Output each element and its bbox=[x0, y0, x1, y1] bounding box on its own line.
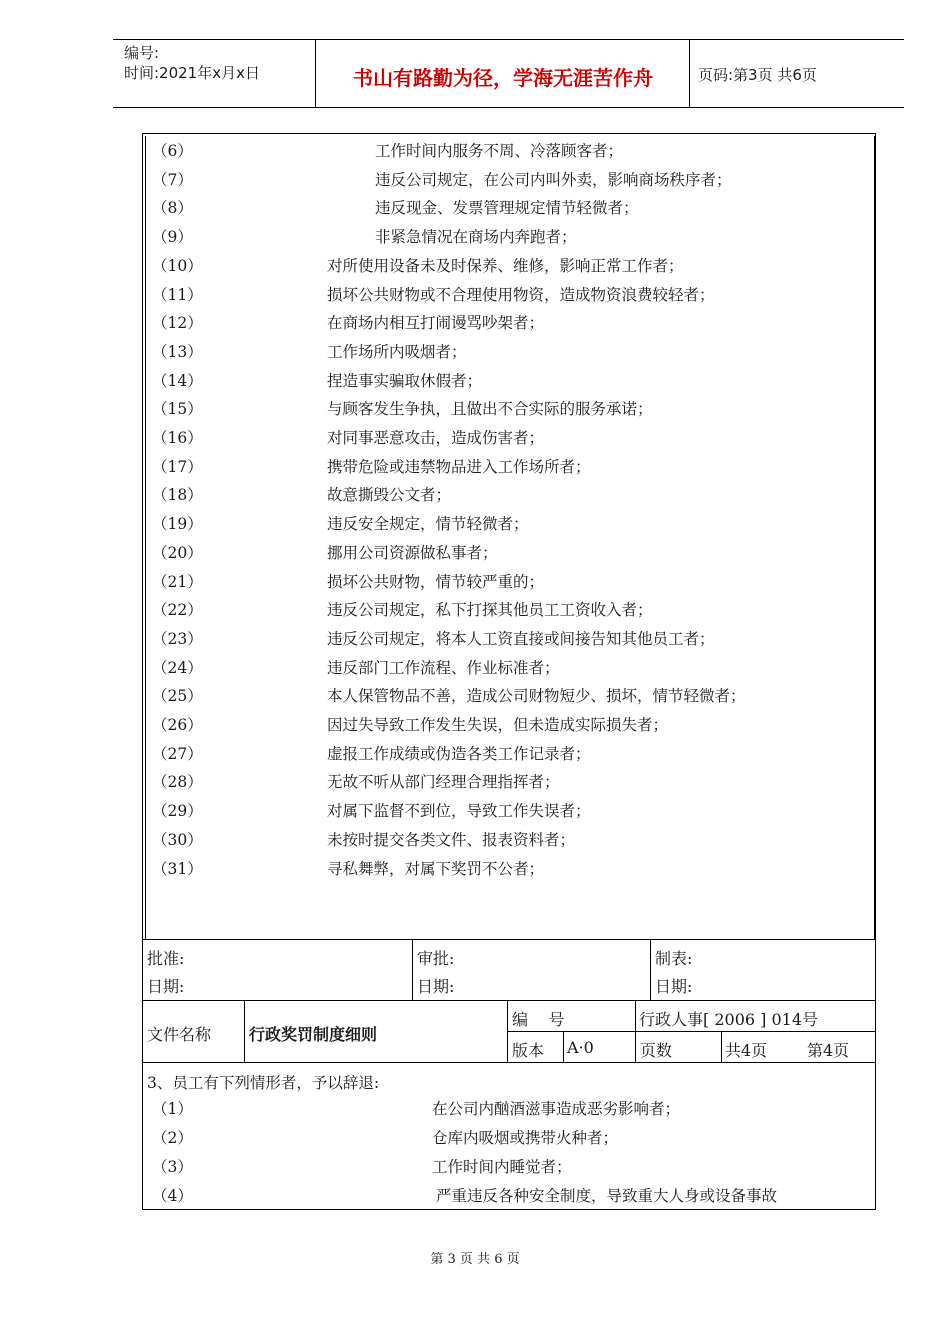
list-item-number: （16） bbox=[152, 429, 203, 447]
list-item-text: 寻私舞弊，对属下奖罚不公者； bbox=[327, 859, 545, 878]
list-item-text: 工作时间内服务不周、冷落顾客者； bbox=[375, 142, 624, 160]
list-item-number: （23） bbox=[152, 629, 203, 648]
list-item-number: （12） bbox=[152, 314, 203, 333]
pages-label: 页数 bbox=[640, 1041, 673, 1060]
list-item-text: 在商场内相互打闹谩骂吵架者； bbox=[327, 314, 545, 333]
list-item-number: （14） bbox=[152, 371, 203, 390]
docinfo-divider-1 bbox=[244, 1000, 245, 1062]
docinfo-bottom-rule bbox=[142, 1062, 876, 1063]
dismissal-item-text: 工作时间内睡觉者； bbox=[432, 1158, 572, 1176]
prepare-label: 制表: bbox=[655, 949, 693, 968]
approve-label: 批准: bbox=[147, 949, 185, 968]
header-divider-right bbox=[689, 39, 690, 107]
list-item-text: 违反公司规定，在公司内叫外卖，影响商场秩序者； bbox=[375, 170, 732, 189]
list-item-number: （10） bbox=[152, 256, 203, 275]
docinfo-top-rule bbox=[142, 1000, 876, 1001]
list-item-number: （7） bbox=[152, 170, 193, 189]
list-item-number: （30） bbox=[152, 830, 203, 849]
list-item-number: （19） bbox=[152, 515, 203, 534]
header-time-label: 时间:2021年x月x日 bbox=[124, 64, 260, 82]
list-item-text: 虚报工作成绩或伪造各类工作记录者； bbox=[327, 744, 591, 763]
list-item-text: 对同事恶意攻击，造成伤害者； bbox=[327, 429, 545, 447]
list-item-number: （20） bbox=[152, 543, 203, 562]
section3-heading: 3、员工有下列情形者，予以辞退: bbox=[147, 1074, 380, 1092]
approval-divider-1 bbox=[412, 939, 413, 1000]
dismissal-item-number: （4） bbox=[152, 1187, 193, 1205]
list-item-text: 挪用公司资源做私事者； bbox=[327, 543, 498, 562]
review-date-label: 日期: bbox=[417, 977, 455, 996]
dismissal-item-number: （2） bbox=[152, 1129, 193, 1147]
list-item-text: 本人保管物品不善，造成公司财物短少、损坏，情节轻微者； bbox=[327, 687, 746, 706]
file-name-label: 文件名称 bbox=[147, 1025, 212, 1044]
number-value: 行政人事[ 2006 ] 014号 bbox=[639, 1010, 819, 1029]
number-label: 编 号 bbox=[512, 1010, 565, 1029]
list-item-text: 损坏公共财物或不合理使用物资，造成物资浪费较轻者； bbox=[327, 285, 715, 304]
list-item-number: （24） bbox=[152, 658, 203, 677]
list-item-text: 非紧急情况在商场内奔跑者； bbox=[375, 228, 577, 247]
list-item-text: 违反现金、发票管理规定情节轻微者； bbox=[375, 199, 639, 218]
approval-top-rule bbox=[142, 939, 876, 940]
header-bottom-rule bbox=[113, 107, 904, 108]
file-name-value: 行政奖罚制度细则 bbox=[249, 1025, 378, 1044]
list-item-number: （29） bbox=[152, 802, 203, 821]
list-item-text: 工作场所内吸烟者； bbox=[327, 342, 467, 361]
list-item-text: 捏造事实骗取休假者； bbox=[327, 371, 483, 390]
version-label: 版本 bbox=[512, 1041, 545, 1060]
list-item-text: 未按时提交各类文件、报表资料者； bbox=[327, 830, 576, 849]
docinfo-divider-5 bbox=[721, 1031, 722, 1062]
dismissal-item-text: 严重违反各种安全制度，导致重大人身或设备事故 bbox=[436, 1187, 778, 1205]
approve-date-label: 日期: bbox=[147, 977, 185, 996]
header-page-info: 页码:第3页 共6页 bbox=[698, 66, 817, 84]
list-item-text: 无故不听从部门经理合理指挥者； bbox=[327, 773, 560, 792]
dismissal-item-text: 仓库内吸烟或携带火种者； bbox=[432, 1129, 619, 1147]
list-item-number: （18） bbox=[152, 486, 203, 505]
list-item-number: （27） bbox=[152, 744, 203, 763]
list-item-number: （11） bbox=[152, 285, 203, 304]
docinfo-divider-2 bbox=[507, 1000, 508, 1062]
list-item-number: （15） bbox=[152, 400, 203, 419]
header-top-rule bbox=[113, 39, 904, 40]
list-item-text: 对所使用设备未及时保养、维修，影响正常工作者； bbox=[327, 256, 684, 275]
list-item-number: （31） bbox=[152, 859, 203, 878]
list-item-text: 违反部门工作流程、作业标准者； bbox=[327, 658, 560, 677]
list-item-text: 违反公司规定，私下打探其他员工工资收入者； bbox=[327, 601, 653, 620]
list-item-number: （28） bbox=[152, 773, 203, 792]
docinfo-divider-4 bbox=[635, 1000, 636, 1062]
list-item-number: （13） bbox=[152, 342, 203, 361]
list-item-text: 故意撕毁公文者； bbox=[327, 486, 452, 505]
dismissal-item-number: （3） bbox=[152, 1158, 193, 1176]
header-motto: 书山有路勤为径，学海无涯苦作舟 bbox=[353, 66, 653, 90]
list-item-text: 与顾客发生争执，且做出不合实际的服务承诺； bbox=[327, 400, 653, 419]
list-item-number: （26） bbox=[152, 716, 203, 734]
list-item-text: 损坏公共财物，情节较严重的； bbox=[327, 572, 545, 591]
docinfo-divider-3 bbox=[563, 1031, 564, 1062]
version-value: A·0 bbox=[567, 1038, 594, 1057]
list-item-number: （21） bbox=[152, 572, 203, 591]
current-page: 第4页 bbox=[807, 1041, 850, 1060]
prepare-date-label: 日期: bbox=[655, 977, 693, 996]
list-item-number: （9） bbox=[152, 228, 193, 247]
list-item-text: 携带危险或违禁物品进入工作场所者； bbox=[327, 457, 591, 476]
dismissal-item-number: （1） bbox=[152, 1100, 193, 1118]
list-item-number: （6） bbox=[152, 142, 193, 160]
total-pages: 共4页 bbox=[725, 1041, 768, 1060]
list-item-number: （22） bbox=[152, 601, 203, 620]
list-item-number: （17） bbox=[152, 457, 203, 476]
page-footer: 第 3 页 共 6 页 bbox=[430, 1252, 520, 1267]
list-item-text: 违反公司规定，将本人工资直接或间接告知其他员工者； bbox=[327, 629, 715, 648]
list-item-number: （8） bbox=[152, 199, 193, 218]
list-item-text: 对属下监督不到位，导致工作失误者； bbox=[327, 802, 591, 821]
list-item-text: 因过失导致工作发生失误，但未造成实际损失者； bbox=[327, 716, 669, 734]
list-item-number: （25） bbox=[152, 687, 203, 706]
header-number-label: 编号: bbox=[124, 44, 160, 62]
review-label: 审批: bbox=[417, 949, 455, 968]
header-divider-left bbox=[315, 39, 316, 107]
approval-divider-2 bbox=[650, 939, 651, 1000]
list-item-text: 违反安全规定，情节轻微者； bbox=[327, 515, 529, 534]
dismissal-item-text: 在公司内酗酒滋事造成恶劣影响者； bbox=[432, 1100, 681, 1118]
